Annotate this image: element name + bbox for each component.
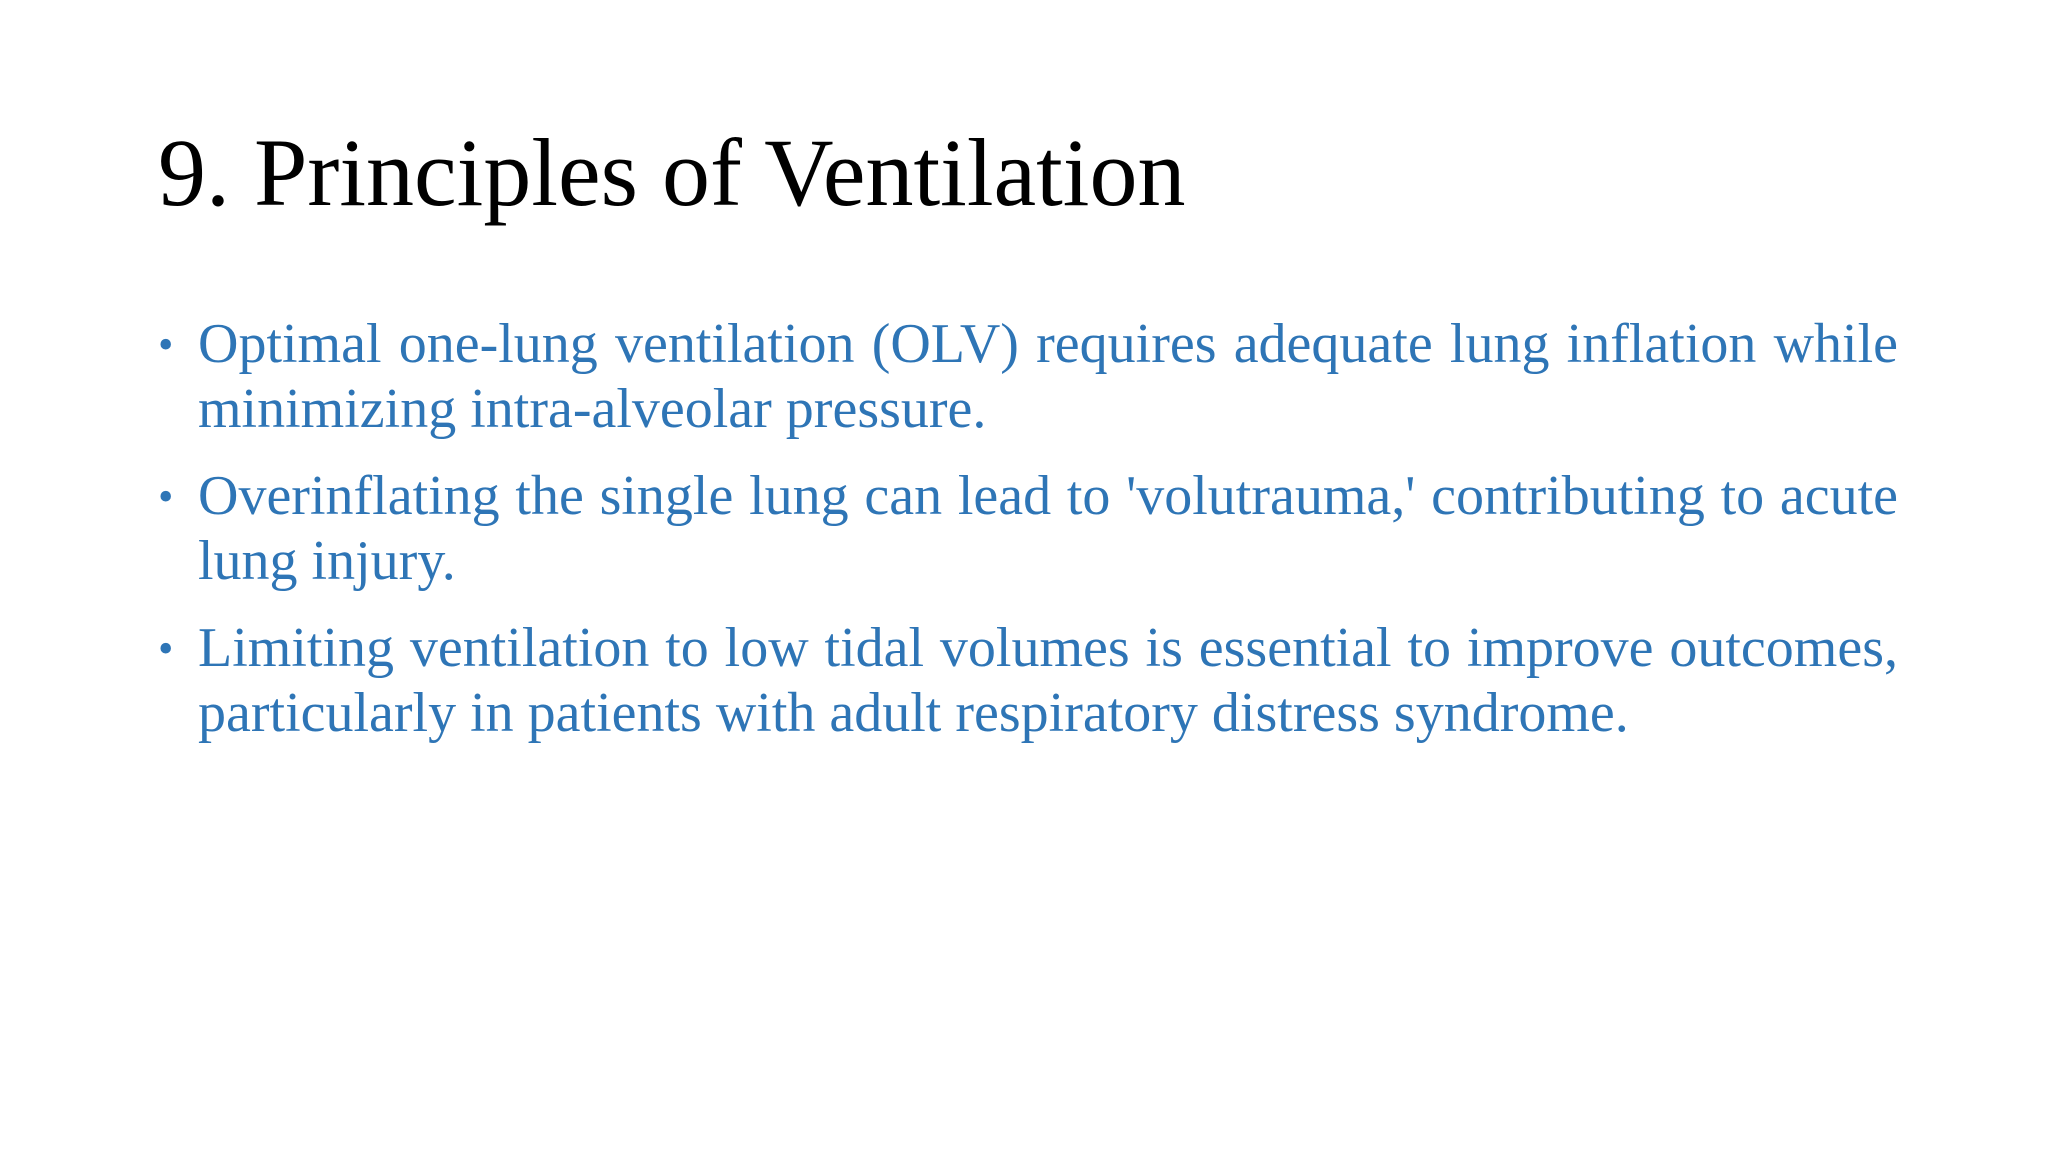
bullet-item xyxy=(158,464,1898,594)
slide-title: 9. Principles of Ventilation xyxy=(158,119,1186,226)
bullet-dot: • xyxy=(158,320,174,369)
bullet-dot: • xyxy=(158,472,174,521)
bullet-item xyxy=(158,616,1898,746)
bullet-item xyxy=(158,312,1898,442)
bullet-text: Optimal one-lung ventilation (OLV) requires adequate lung inflation while minimizing intra-alveolar pressure. xyxy=(198,313,1898,440)
bullet-text: Overinflating the single lung can lead to 'volutrauma,' contributing to acute lung injury. xyxy=(198,465,1898,592)
bullet-dot: • xyxy=(158,624,174,673)
bullet-list xyxy=(158,312,1898,768)
bullet-text: Limiting ventilation to low tidal volumes is essential to improve outcomes, particularly in patients with adult respiratory distress syndrome. xyxy=(198,617,1898,744)
